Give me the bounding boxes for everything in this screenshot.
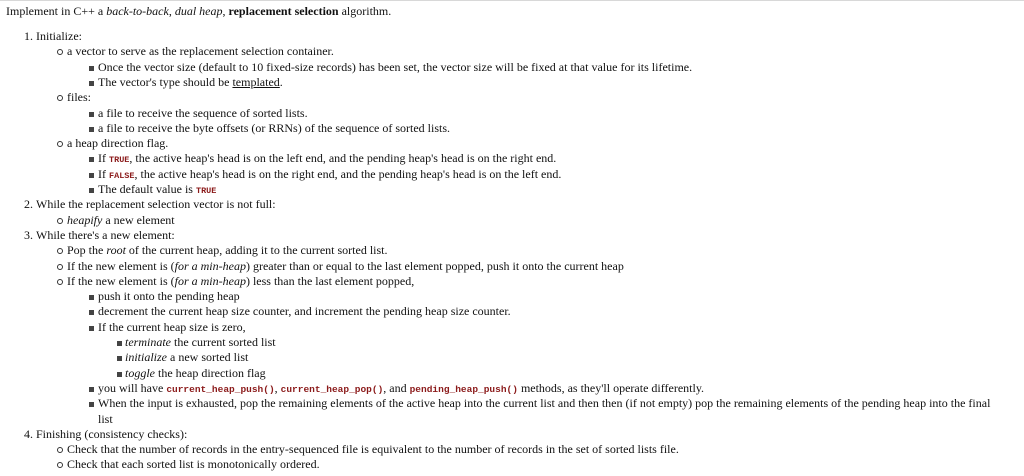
bullet-marker [57,140,63,147]
text-segment: of the current heap, adding it to the current sorted list. [125,243,388,257]
text-segment: list [98,412,113,426]
text-segment: a vector to serve as the replacement selection container. [67,44,334,58]
square-bullet-icon [89,157,94,162]
text-segment: , [274,381,281,395]
list-item-level-2 [67,259,624,273]
square-bullet-icon [89,295,94,300]
circle-bullet-icon [57,447,63,453]
list-item-level-1 [36,29,82,43]
bullet-marker [89,79,94,86]
constant-keyword: FALSE [109,171,135,181]
square-bullet-icon [89,112,94,117]
bullet-marker [89,186,94,193]
text-segment: Pop the [67,243,107,257]
text-segment: While there's a new element: [36,228,175,242]
text-segment: back-to-back [106,4,169,18]
bullet-marker [89,125,94,132]
square-bullet-icon [89,402,94,407]
code-snippet: current_heap_push() [166,384,275,395]
text-segment: The vector's type should be [98,75,233,89]
list-item-level-2 [67,90,91,104]
list-item-level-3 [98,121,450,135]
bullet-marker [57,48,63,55]
circle-bullet-icon [57,248,63,254]
list-item-level-2 [67,442,679,456]
text-segment: If the current heap size is zero, [98,320,246,334]
text-segment: Check that each sorted list is monotonically ordered. [67,457,320,471]
text-segment: a file to receive the byte offsets (or RRNs) of the sequence of sorted lists. [98,121,451,135]
square-bullet-icon [89,66,94,71]
text-segment: initialize [125,350,167,364]
bullet-marker [57,278,63,285]
code-snippet: current_heap_pop() [280,384,384,395]
constant-keyword: TRUE [109,155,130,165]
list-item-level-3 [98,289,240,303]
square-bullet-icon [117,341,122,346]
constant-keyword: TRUE [195,186,217,196]
document-title [6,4,391,18]
square-bullet-icon [89,310,94,315]
text-segment: files: [67,90,91,104]
list-item-level-3 [98,304,511,318]
list-number: 3. [24,228,33,242]
text-segment: . [279,75,283,89]
list-item-level-2 [67,457,320,471]
list-item-level-4 [125,350,248,364]
list-item-level-3 [98,381,704,397]
text-segment: a new sorted list [167,350,249,364]
list-item-level-4 [125,335,276,349]
bullet-marker [89,110,94,117]
text-segment: , [222,4,229,18]
square-bullet-icon [89,188,94,193]
list-item-level-3 [98,412,113,426]
text-segment: Once the vector size (default to 10 fixed-size records) has been set, the vector size will be fixed at that value for its lifetime. [98,60,693,74]
square-bullet-icon [89,326,94,331]
text-segment: templated [232,75,280,89]
bullet-marker [89,293,94,300]
list-item-level-2 [67,274,414,288]
circle-bullet-icon [57,49,63,55]
circle-bullet-icon [57,141,63,147]
bullet-marker [89,155,94,162]
bullet-marker [89,324,94,331]
text-segment: the heap direction flag [155,366,266,380]
circle-bullet-icon [57,95,63,101]
list-item-level-3 [98,320,246,334]
text-segment: , and [383,381,410,395]
text-segment: If [98,167,109,181]
text-segment: Initialize: [36,29,82,43]
square-bullet-icon [89,81,94,86]
square-bullet-icon [89,127,94,132]
list-number: 2. [24,197,33,211]
text-segment: methods, as they'll operate differently. [517,381,705,395]
text-segment: , [168,4,175,18]
list-item-level-3 [98,60,692,74]
bullet-marker [89,385,94,392]
text-segment: a new element [102,213,175,227]
text-segment: If the new element is ( [67,274,175,288]
list-item-level-2 [67,243,388,257]
list-item-level-3 [98,396,990,410]
bullet-marker [57,446,63,453]
list-item-level-1 [36,427,187,441]
list-number: 1. [24,29,33,43]
list-item-level-1 [36,197,276,211]
list-item-level-3 [98,75,283,89]
text-segment: decrement the current heap size counter, and increment the pending heap size counter. [98,304,511,318]
text-segment: root [106,243,126,257]
text-segment: ) greater than or equal to the last element popped, push it onto the current heap [245,259,624,273]
text-segment: heapify [67,213,103,227]
text-segment: Finishing (consistency checks): [36,427,188,441]
square-bullet-icon [89,173,94,178]
circle-bullet-icon [57,462,63,468]
text-segment: If the new element is ( [67,259,175,273]
bullet-marker [89,308,94,315]
bullet-marker [57,94,63,101]
text-segment: push it onto the pending heap [98,289,240,303]
list-item-level-2 [67,136,168,150]
text-segment: for a min-heap [174,259,246,273]
text-segment: a file to receive the sequence of sorted lists. [98,106,308,120]
list-item-level-1 [36,228,175,242]
text-segment: Check that the number of records in the entry-sequenced file is equivalent to the number of records in the set of sorted lists file. [67,442,679,456]
bullet-marker [117,370,122,377]
list-item-level-2 [67,213,175,227]
text-segment: replacement selection [228,4,339,18]
bullet-marker [117,339,122,346]
text-segment: If [98,151,109,165]
square-bullet-icon [89,387,94,392]
text-segment: algorithm. [338,4,392,18]
list-item-level-3 [98,106,308,120]
circle-bullet-icon [57,279,63,285]
square-bullet-icon [117,372,122,377]
text-segment: ) less than the last element popped, [245,274,415,288]
square-bullet-icon [117,356,122,361]
text-segment: toggle [125,366,155,380]
text-segment: The default value is [98,182,196,196]
text-segment: for a min-heap [174,274,246,288]
text-segment: the current sorted list [171,335,276,349]
text-segment: terminate [125,335,171,349]
list-item-level-3 [98,167,561,183]
bullet-marker [57,461,63,468]
code-snippet: pending_heap_push() [409,384,518,395]
list-item-level-4 [125,366,266,380]
bullet-marker [57,247,63,254]
bullet-marker [89,64,94,71]
text-segment: While the replacement selection vector is not full: [36,197,276,211]
bullet-marker [57,217,63,224]
circle-bullet-icon [57,218,63,224]
text-segment: you will have [98,381,167,395]
text-segment: dual heap [174,4,223,18]
list-item-level-3 [98,151,556,167]
bullet-marker [57,263,63,270]
text-segment: , the active heap's head is on the right end, and the pending heap's head is on the left end. [134,167,562,181]
bullet-marker [89,171,94,178]
bullet-marker [89,400,94,407]
circle-bullet-icon [57,264,63,270]
text-segment: , the active heap's head is on the left end, and the pending heap's head is on the right end. [129,151,557,165]
list-item-level-3 [98,182,216,198]
list-number: 4. [24,427,33,441]
list-item-level-2 [67,44,334,58]
bullet-marker [117,354,122,361]
text-segment: Implement in C++ a [6,4,107,18]
text-segment: When the input is exhausted, pop the remaining elements of the active heap into the current list and then then (if not empty) pop the remaining elements of the pending heap into the final [98,396,991,410]
text-segment: a heap direction flag. [67,136,169,150]
